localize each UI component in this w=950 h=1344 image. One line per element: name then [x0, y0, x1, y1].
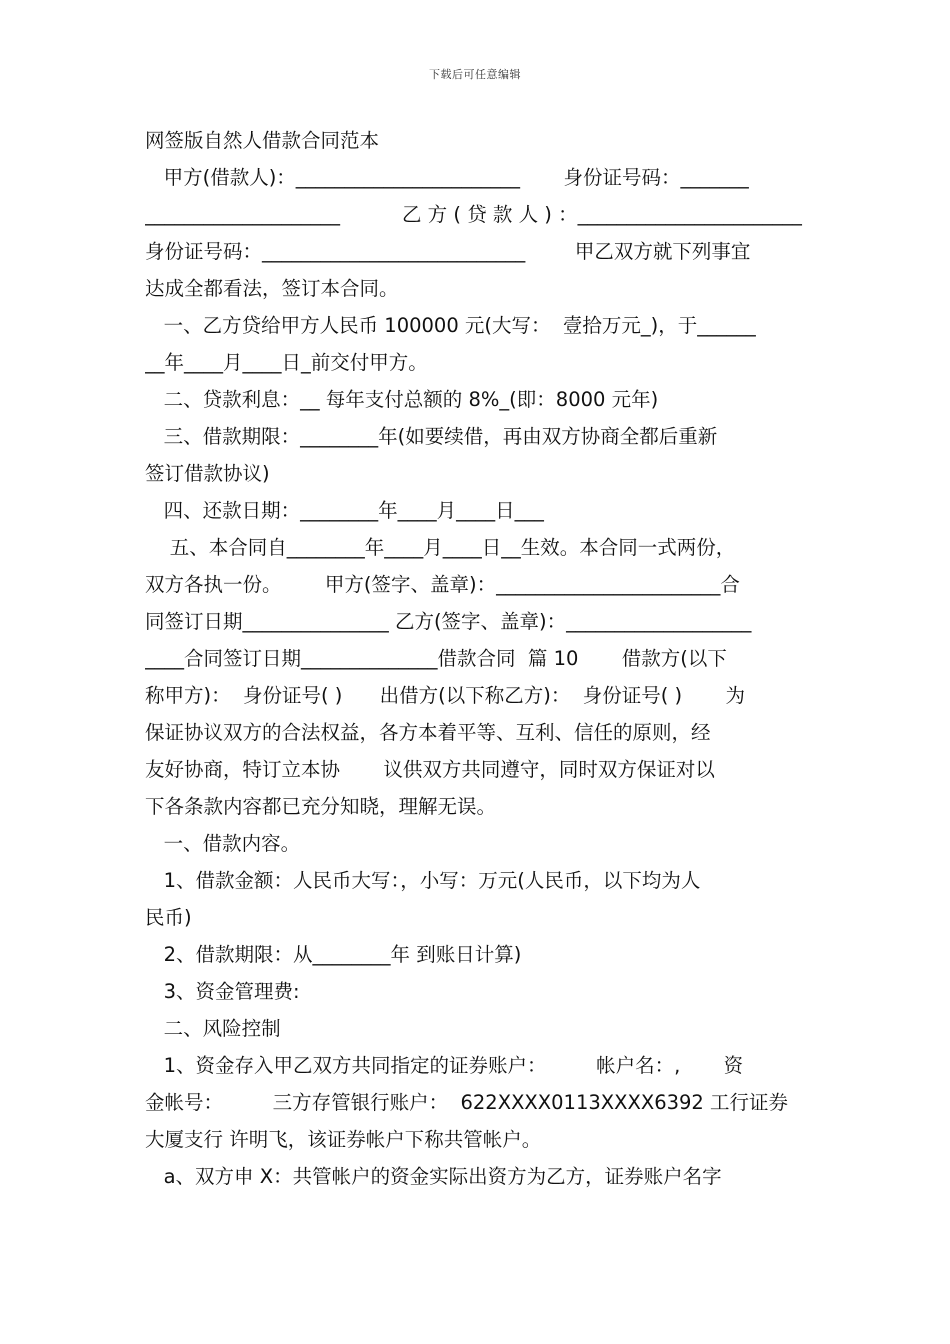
text-line: __年____月____日_前交付甲方。 — [145, 351, 428, 374]
text-line: 签订借款协议) — [145, 462, 270, 485]
document-body — [145, 122, 810, 1195]
text-line: 3、资金管理费: — [145, 980, 300, 1003]
text-line: 双方各执一份。 甲方(签字、盖章)：_______________________合 — [145, 573, 740, 596]
text-line: 身份证号码：___________________________ 甲乙双方就下列事宜 — [145, 240, 751, 263]
text-line: 称甲方)： 身份证号( ) 出借方(以下称乙方)： 身份证号( ) 为 — [145, 684, 746, 707]
page-header-note: 下载后可任意编辑 — [429, 68, 521, 81]
section-heading: 一、借款内容。 — [145, 832, 301, 855]
text-line: 三、借款期限：________年(如要续借，再由双方协商全都后重新 — [145, 425, 718, 448]
section-heading: 二、风险控制 — [145, 1017, 281, 1040]
text-line: ____合同签订日期______________借款合同 篇 10 借款方(以下 — [145, 647, 727, 670]
document-title: 网签版自然人借款合同范本 — [145, 129, 380, 152]
text-line: 1、资金存入甲乙双方共同指定的证券账户： 帐户名：, 资 — [145, 1054, 744, 1077]
text-line: 保证协议双方的合法权益，各方本着平等、互利、信任的原则，经 — [145, 721, 711, 744]
text-line: ____________________ 乙 方 ( 贷 款 人 ) ：_______________________ — [145, 203, 802, 226]
text-line: 2、借款期限：从________年 到账日计算) — [145, 943, 522, 966]
text-line: a、双方申 X：共管帐户的资金实际出资方为乙方，证券账户名字 — [145, 1165, 722, 1188]
text-line: 五、本合同自________年____月____日__生效。本合同一式两份， — [145, 536, 736, 559]
text-line: 二、贷款利息：__ 每年支付总额的 8%_(即：8000 元年) — [145, 388, 659, 411]
text-line: 下各条款内容都已充分知晓，理解无误。 — [145, 795, 497, 818]
text-line: 同签订日期_______________ 乙方(签字、盖章)：___________________ — [145, 610, 752, 633]
text-line: 友好协商，特订立本协 议供双方共同遵守，同时双方保证对以 — [145, 758, 715, 781]
text-line: 民币) — [145, 906, 192, 929]
text-line: 大厦支行 许明飞，该证券帐户下称共管帐户。 — [145, 1128, 542, 1151]
text-line: 金帐号： 三方存管银行账户： 622XXXX0113XXXX6392 工行证券 — [145, 1091, 789, 1114]
text-line: 达成全都看法，签订本合同。 — [145, 277, 399, 300]
text-line: 一、乙方贷给甲方人民币 100000 元(大写： 壹拾万元_)，于______ — [145, 314, 756, 337]
text-line: 1、借款金额：人民币大写：，小写：万元(人民币，以下均为人 — [145, 869, 701, 892]
text-line: 四、还款日期：________年____月____日___ — [145, 499, 544, 522]
text-line: 甲方(借款人)：_______________________ 身份证号码：_______ — [145, 166, 749, 189]
